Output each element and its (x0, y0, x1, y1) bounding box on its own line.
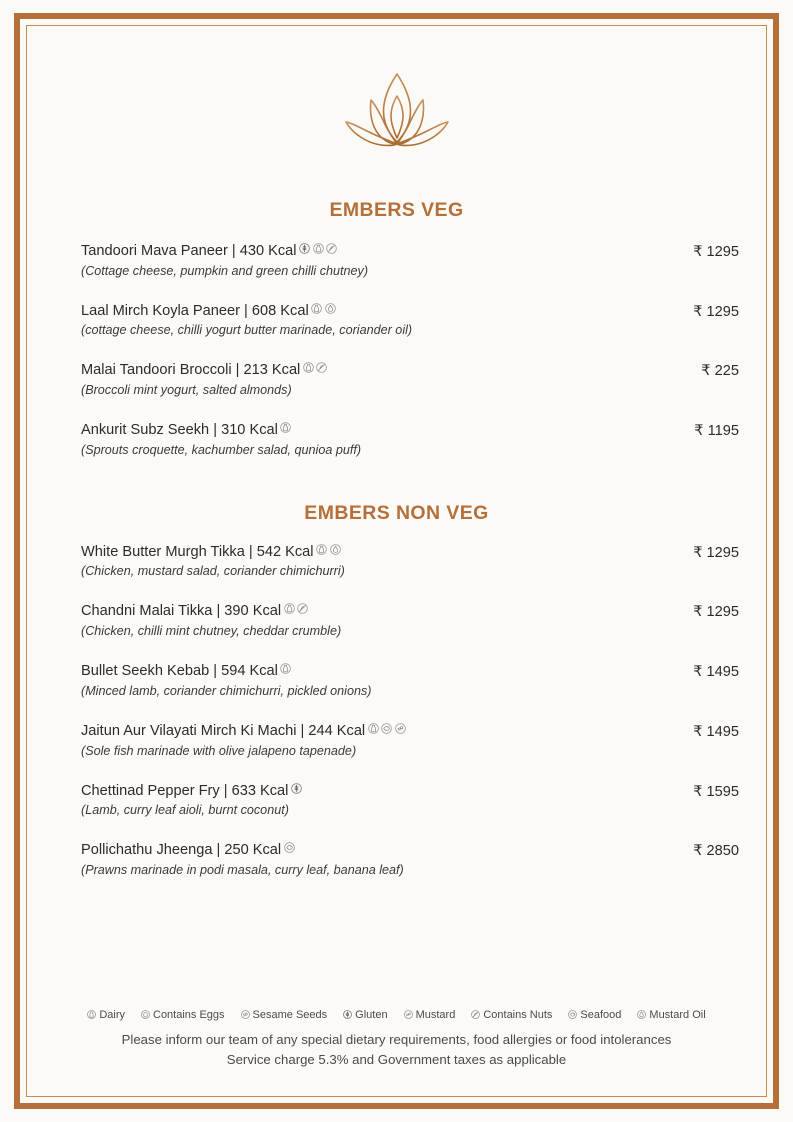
menu-item-price: ₹ 1295 (693, 604, 739, 621)
dairy-icon (280, 422, 291, 433)
gluten-icon (291, 783, 302, 794)
eggs-icon (141, 1010, 150, 1019)
menu-item[interactable] (81, 421, 739, 459)
dairy-icon (87, 1010, 96, 1019)
legend-item-seafood (568, 1009, 621, 1021)
menu-item[interactable] (81, 302, 739, 340)
mustard-icon (395, 723, 406, 734)
menu-item-description: (Chicken, chilli mint chutney, cheddar crumble) (81, 624, 342, 639)
menu-footer (26, 1009, 767, 1070)
menu-item-price: ₹ 2850 (693, 843, 739, 860)
legend-item-mustard-oil (637, 1009, 705, 1021)
menu-item-description: (Lamb, curry leaf aioli, burnt coconut) (81, 803, 289, 818)
dairy-icon (368, 723, 379, 734)
menu-item[interactable] (81, 602, 739, 640)
menu-item-name: Jaitun Aur Vilayati Mirch Ki Machi | 244 Kcal (81, 722, 647, 742)
menu-item[interactable] (81, 662, 739, 700)
legend-item-gluten (343, 1009, 387, 1021)
menu-content (26, 25, 767, 1097)
menu-item-name: White Butter Murgh Tikka | 542 Kcal (81, 543, 647, 563)
menu-item-text (81, 602, 647, 640)
service-charge-notice: Service charge 5.3% and Government taxes as applicable (226, 1051, 567, 1067)
mustard-oil-icon (325, 303, 336, 314)
menu-item-description: (Chicken, mustard salad, coriander chimichurri) (81, 564, 345, 579)
legend-label: Mustard Oil (649, 1008, 706, 1021)
mustard-oil-icon (637, 1010, 646, 1019)
nuts-icon (316, 362, 327, 373)
menu-item-text (81, 361, 647, 399)
legend-item-sesame (241, 1009, 328, 1021)
menu-item[interactable] (81, 242, 739, 280)
seafood-icon (381, 723, 392, 734)
gluten-icon (299, 243, 310, 254)
menu-item-price: ₹ 1295 (693, 303, 739, 320)
sesame-icon (241, 1010, 250, 1019)
menu-item-description: (Broccoli mint yogurt, salted almonds) (81, 383, 292, 398)
brand-logo (26, 25, 767, 157)
menu-item-price: ₹ 225 (701, 363, 739, 380)
legend-label: Seafood (580, 1008, 622, 1021)
menu-item-text (81, 242, 647, 280)
menu-item-name: Laal Mirch Koyla Paneer | 608 Kcal (81, 302, 647, 322)
dairy-icon (284, 603, 295, 614)
menu-item-price: ₹ 1495 (693, 664, 739, 681)
menu-item-description: (Minced lamb, coriander chimichurri, pickled onions) (81, 683, 372, 698)
legend-label: Contains Eggs (153, 1008, 225, 1021)
legend-item-mustard (404, 1009, 456, 1021)
legend-label: Contains Nuts (483, 1008, 553, 1021)
menu-item-text (81, 421, 647, 459)
menu-item[interactable] (81, 361, 739, 399)
dairy-icon (316, 544, 327, 555)
menu-item-description: (Sole fish marinade with olive jalapeno tapenade) (81, 743, 357, 758)
menu-item-name: Malai Tandoori Broccoli | 213 Kcal (81, 361, 647, 381)
dairy-icon (311, 303, 322, 314)
menu-item[interactable] (81, 543, 739, 581)
legend-label: Gluten (355, 1008, 388, 1021)
menu-item-text (81, 782, 647, 820)
allergen-legend (26, 1009, 767, 1021)
menu-item-name: Tandoori Mava Paneer | 430 Kcal (81, 242, 647, 262)
menu-item-price: ₹ 1295 (693, 244, 739, 260)
dairy-icon (303, 362, 314, 373)
menu-item-name: Chandni Malai Tikka | 390 Kcal (81, 602, 647, 622)
menu-item-description: (Prawns marinade in podi masala, curry leaf, banana leaf) (81, 862, 404, 877)
nuts-icon (471, 1010, 480, 1019)
nuts-icon (326, 243, 337, 254)
menu-item-price: ₹ 1295 (693, 544, 739, 561)
menu-item-name: Ankurit Subz Seekh | 310 Kcal (81, 421, 647, 441)
section-title-embers-veg: EMBERS VEG (329, 199, 464, 221)
legend-item-dairy (87, 1009, 125, 1021)
menu-item-description: (Cottage cheese, pumpkin and green chilli chutney) (81, 263, 369, 278)
menu-item-name: Bullet Seekh Kebab | 594 Kcal (81, 662, 647, 682)
menu-item-name: Pollichathu Jheenga | 250 Kcal (81, 841, 647, 861)
menu-item[interactable] (81, 722, 739, 760)
legend-item-eggs (141, 1009, 225, 1021)
gluten-icon (343, 1010, 352, 1019)
seafood-icon (284, 842, 295, 853)
lotus-flame-icon (341, 70, 453, 152)
dietary-notice-line-1: Please inform our team of any special dietary requirements, food allergies or food intolerances (121, 1031, 672, 1047)
legend-label: Sesame Seeds (252, 1008, 328, 1021)
menu-item[interactable] (81, 841, 739, 879)
menu-item-name: Chettinad Pepper Fry | 633 Kcal (81, 782, 647, 802)
menu-item-text (81, 722, 647, 760)
section-title-embers-non-veg: EMBERS NON VEG (304, 501, 489, 524)
menu-item-description: (Sprouts croquette, kachumber salad, qunioa puff) (81, 442, 362, 457)
legend-item-nuts (471, 1009, 552, 1021)
mustard-oil-icon (330, 544, 341, 555)
dairy-icon (313, 243, 324, 254)
menu-item-description: (cottage cheese, chilli yogurt butter marinade, coriander oil) (81, 323, 413, 338)
menu-item-price: ₹ 1495 (693, 723, 739, 740)
menu-item-price: ₹ 1195 (694, 423, 739, 440)
nuts-icon (297, 603, 308, 614)
seafood-icon (568, 1010, 577, 1019)
legend-label: Mustard (415, 1008, 456, 1021)
menu-item-text (81, 543, 647, 581)
legend-label: Dairy (99, 1008, 125, 1021)
mustard-icon (404, 1010, 413, 1019)
menu-items-non-veg (26, 543, 767, 879)
menu-item[interactable] (81, 782, 739, 820)
menu-items-veg (26, 242, 767, 459)
menu-item-text (81, 662, 647, 700)
dairy-icon (280, 663, 291, 674)
menu-item-text (81, 302, 647, 340)
menu-item-text (81, 841, 647, 879)
menu-item-price: ₹ 1595 (693, 783, 739, 800)
